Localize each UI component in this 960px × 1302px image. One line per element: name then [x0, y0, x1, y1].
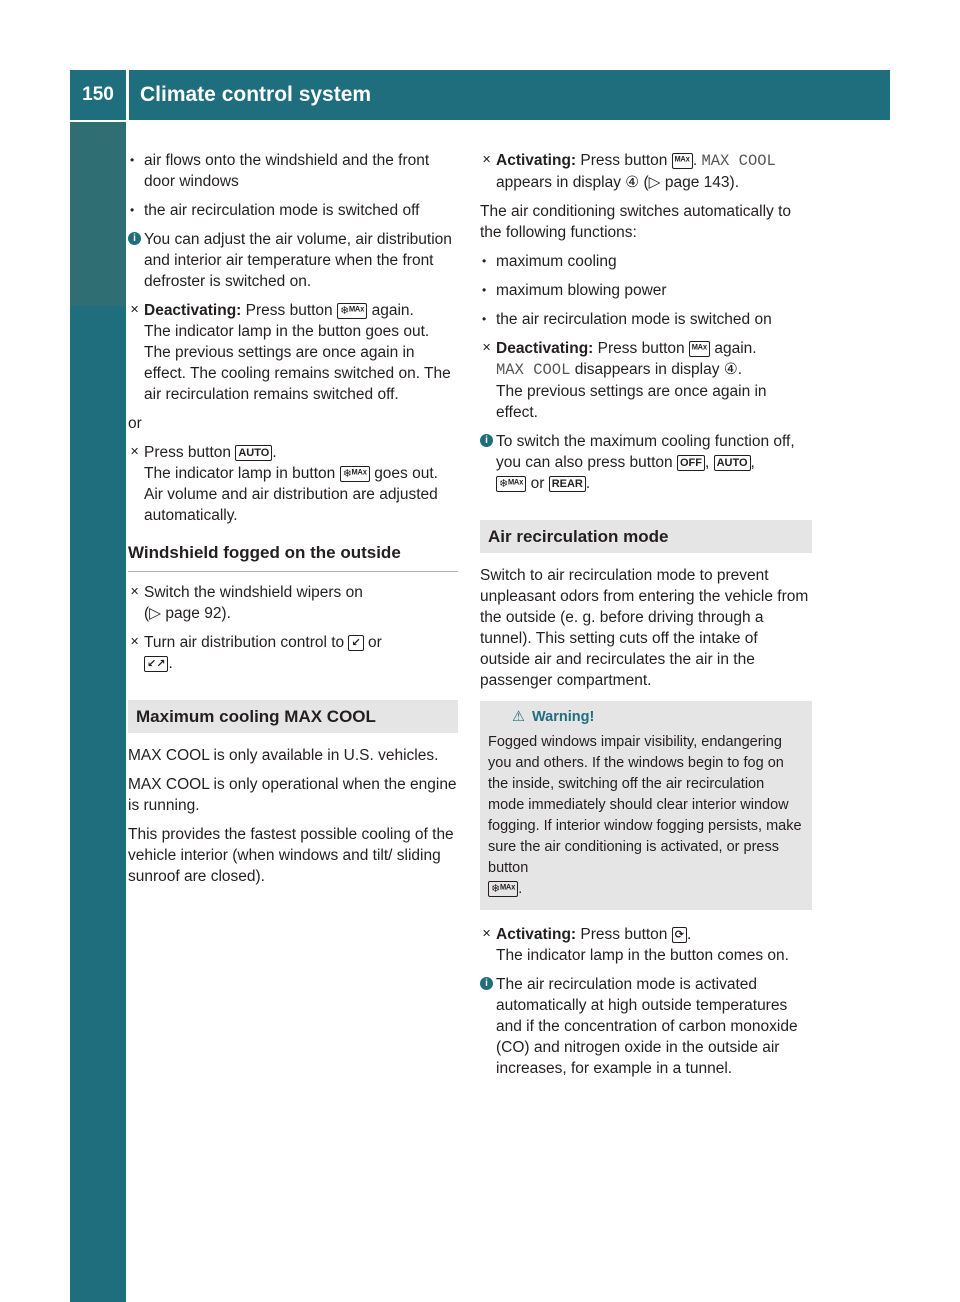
bullet-icon: •	[130, 153, 135, 167]
paragraph: The air conditioning switches automatically to the following functions:	[480, 203, 792, 241]
section-heading: Windshield fogged on the outside	[128, 536, 458, 572]
info-note: i To switch the maximum cooling function off, you can also press button OFF , AUTO , ❄ᴹᴬˣ or REAR .	[480, 431, 812, 494]
display-text: MAX COOL	[496, 361, 571, 379]
right-column	[480, 150, 812, 1087]
recirculation-button-icon: ⟳	[672, 927, 687, 943]
page-number: 150	[82, 84, 114, 105]
bullet-icon: •	[130, 203, 135, 217]
bullet-item: • the air recirculation mode is switched on	[482, 311, 772, 328]
auto-button-icon: AUTO	[235, 445, 272, 461]
paragraph: MAX COOL is only available in U.S. vehicles.	[128, 747, 439, 764]
header-divider	[126, 70, 129, 120]
paragraph: This provides the fastest possible cooling of the vehicle interior (when windows and tilt/ sliding sunroof are closed).	[128, 826, 454, 885]
display-text: MAX COOL	[701, 152, 776, 170]
section-heading-recirculation: Air recirculation mode	[480, 520, 812, 553]
warning-title: ⚠ Warning!	[488, 707, 804, 728]
warning-triangle-icon: ⚠	[512, 709, 525, 725]
warning-text: Fogged windows impair visibility, endangering you and others. If the windows begin to fog on the inside, switching off the air recirculation mode immediately should clear interior window fogging. If interior window fogging persists, make sure the air conditioning is activated, or press button	[488, 734, 802, 876]
step-arrow-icon: ✕	[130, 304, 140, 316]
max-cool-button-icon: ᴹᴬˣ	[672, 153, 693, 169]
max-defrost-button-icon: ❄ᴹᴬˣ	[340, 466, 370, 482]
or-text: or	[128, 415, 142, 432]
auto-button-icon: AUTO	[714, 455, 751, 471]
page-ref-arrow-icon: ▷	[149, 605, 162, 622]
display-number-icon: ④	[625, 174, 640, 191]
step-activating: ✕ Activating: Press button ᴹᴬˣ . MAX COOL appears in display ④ (▷ page 143).	[482, 152, 776, 191]
chapter-title: Climate control system	[140, 83, 372, 106]
info-icon: i	[480, 977, 493, 990]
step-activating-recirc: ✕ Activating: Press button ⟳ . The indicator lamp in the button comes on.	[482, 926, 789, 964]
step-deactivating: ✕ Deactivating: Press button ❄ᴹᴬˣ again. The indicator lamp in the button goes out. The previous settings are once again in effect. The cooling remains switched on. The air recirculation remains switched off.	[130, 302, 451, 403]
bullet-item: • air flows onto the windshield and the front door windows	[130, 152, 430, 190]
max-cool-button-icon: ᴹᴬˣ	[689, 341, 710, 357]
section-heading-max-cool: Maximum cooling MAX COOL	[128, 700, 458, 733]
rear-defrost-button-icon: REAR	[549, 476, 586, 492]
step-deactivating: ✕ Deactivating: Press button ᴹᴬˣ again. MAX COOL disappears in display ④. The previous settings are once again in effect.	[482, 340, 767, 421]
info-note: i The air recirculation mode is activated automatically at high outside temperatures and if the concentration of carbon monoxide (CO) and nitrogen oxide in the outside air increases, for example in a tunnel.	[480, 974, 812, 1079]
side-label-wrap	[84, 348, 114, 530]
vent-windshield-icon: ↙	[348, 635, 363, 651]
side-tab-marker	[70, 122, 126, 306]
bullet-icon: •	[482, 254, 487, 268]
display-number-icon: ④	[723, 361, 738, 378]
step-arrow-icon: ✕	[130, 636, 140, 648]
warning-box: ⚠ Warning! Fogged windows impair visibility, endangering you and others. If the windows begin to fog on the inside, switching off the air recirculation mode immediately should clear interior window fogging. If interior window fogging persists, make sure the air conditioning is activated, or press button ❄ᴹᴬˣ .	[480, 701, 812, 910]
step-arrow-icon: ✕	[482, 154, 492, 166]
side-tab	[70, 122, 126, 1302]
info-note: i You can adjust the air volume, air distribution and interior air temperature when the front defroster is switched on.	[128, 229, 458, 292]
step-arrow-icon: ✕	[130, 446, 140, 458]
left-column	[128, 150, 458, 895]
step-air-distribution: ✕ Turn air distribution control to ↙ or ↙↗ .	[130, 634, 382, 672]
max-defrost-button-icon: ❄ᴹᴬˣ	[337, 303, 367, 319]
paragraph: MAX COOL is only operational when the engine is running.	[128, 776, 457, 814]
bullet-item: • maximum blowing power	[482, 282, 667, 299]
bullet-item: • maximum cooling	[482, 253, 617, 270]
bullet-item: • the air recirculation mode is switched off	[130, 202, 420, 219]
side-label: Controls in detail	[84, 348, 107, 520]
paragraph: Switch to air recirculation mode to prevent unpleasant odors from entering the vehicle from the outside (e. g. before driving through a tunnel). This setting cuts off the intake of outside air and recirculates the air in the passenger compartment.	[480, 567, 809, 689]
step-arrow-icon: ✕	[482, 928, 492, 940]
bullet-icon: •	[482, 312, 487, 326]
step-auto: ✕ Press button AUTO . The indicator lamp in button ❄ᴹᴬˣ goes out. Air volume and air distribution are adjusted automatically.	[130, 444, 438, 524]
step-arrow-icon: ✕	[482, 342, 492, 354]
max-defrost-button-icon: ❄ᴹᴬˣ	[488, 881, 518, 897]
step-wipers: ✕ Switch the windshield wipers on (▷ page 92).	[130, 584, 363, 622]
step-arrow-icon: ✕	[130, 586, 140, 598]
max-defrost-button-icon: ❄ᴹᴬˣ	[496, 476, 526, 492]
bullet-icon: •	[482, 283, 487, 297]
info-icon: i	[128, 232, 141, 245]
info-icon: i	[480, 434, 493, 447]
off-button-icon: OFF	[677, 455, 705, 471]
page-ref-arrow-icon: ▷	[648, 174, 661, 191]
vent-windshield-footwell-icon: ↙↗	[144, 656, 168, 672]
